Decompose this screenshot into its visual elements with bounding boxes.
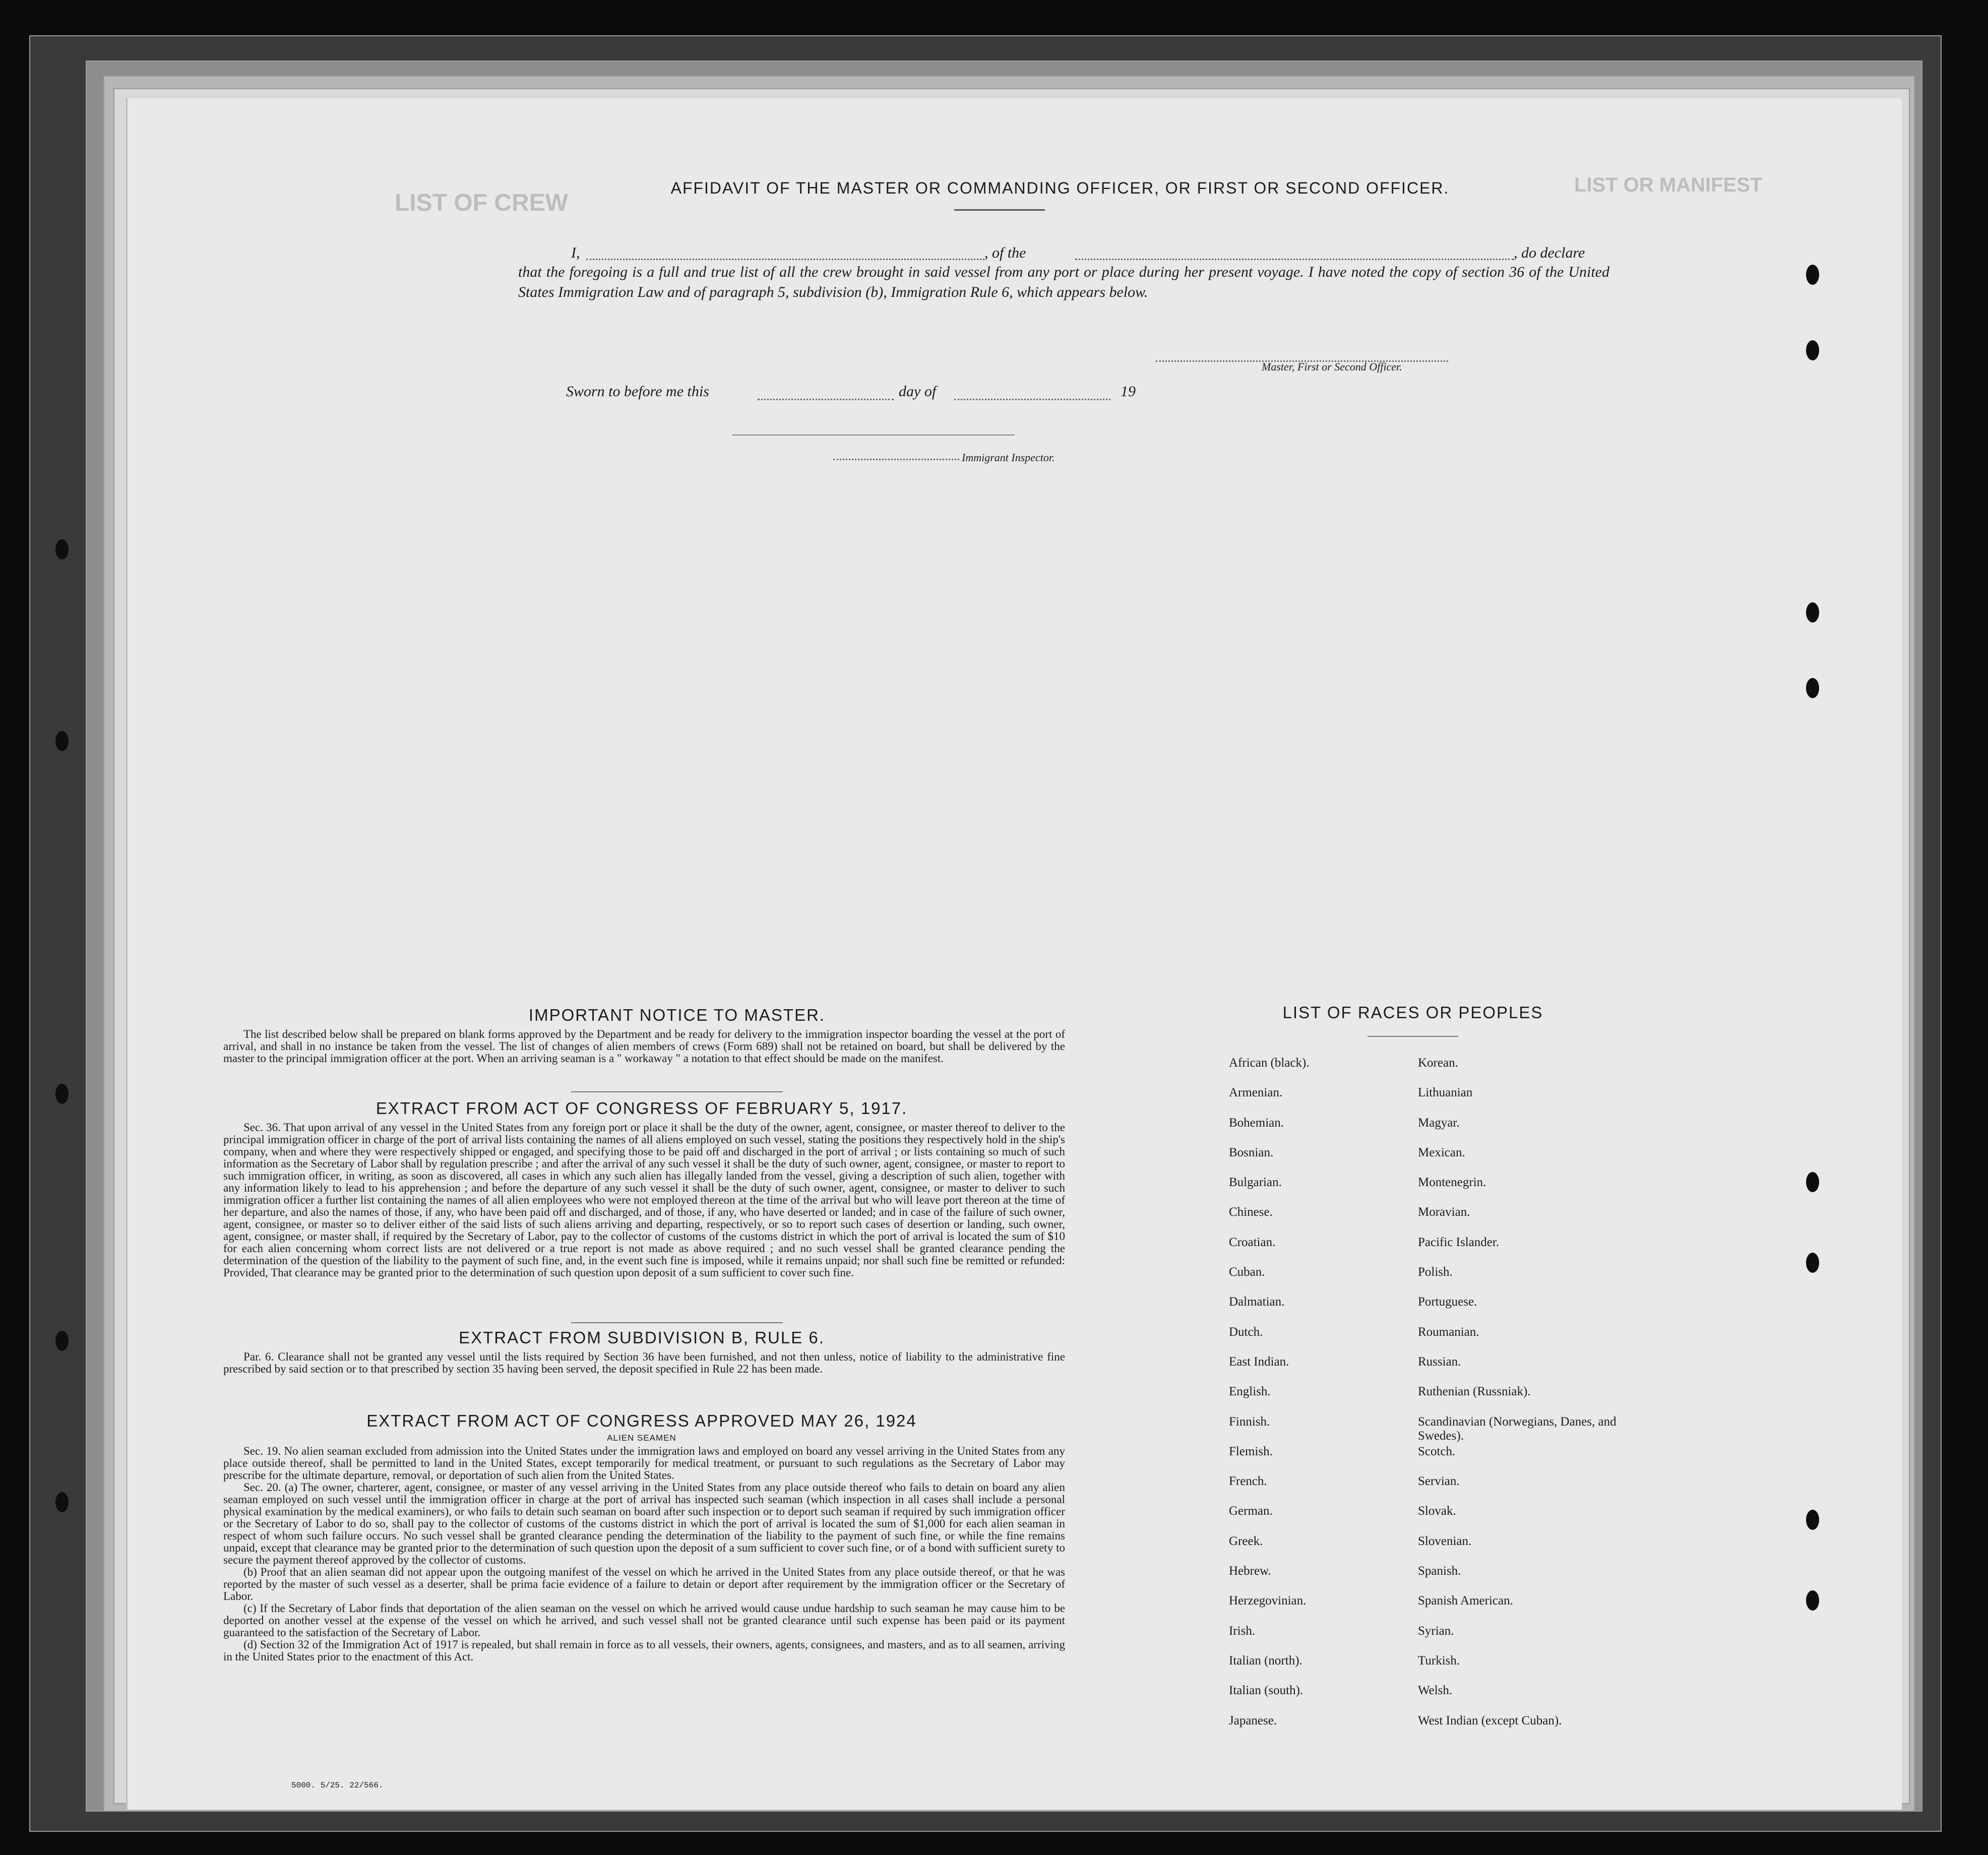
race-item: Scandinavian (Norwegians, Danes, and Swedes). bbox=[1418, 1414, 1617, 1443]
extract-1924-paragraph: Sec. 19. No alien seaman excluded from admission into the United States under the immigration laws and employed on board any vessel arriving in the United States from any place outside thereof, shall be permitted to land in the United States, except temporarily for medical treatment, or pursuant to such regulations as the Secretary of Labor may prescribe for the ultimate departure, removal, or deportation of such alien from the United States. bbox=[223, 1445, 1065, 1481]
notice-title: IMPORTANT NOTICE TO MASTER. bbox=[528, 1006, 826, 1024]
race-item: Italian (south). bbox=[1229, 1684, 1303, 1698]
races-column-1 bbox=[1229, 1056, 1410, 1744]
sworn-month-blank bbox=[954, 399, 1110, 400]
race-item: Slovak. bbox=[1418, 1504, 1456, 1518]
day-of-label: day of bbox=[899, 383, 937, 400]
punch-hole bbox=[55, 731, 69, 751]
inspector-label: Immigrant Inspector. bbox=[962, 451, 1055, 464]
vessel-blank bbox=[1075, 259, 1514, 260]
race-item: Spanish American. bbox=[1418, 1594, 1513, 1608]
affidavit-do-declare: , do declare bbox=[1514, 244, 1585, 261]
race-item: Polish. bbox=[1418, 1265, 1453, 1279]
affidavit-title: AFFIDAVIT OF THE MASTER OR COMMANDING OFFICER, OR FIRST OR SECOND OFFICER. bbox=[670, 179, 1450, 197]
race-item: Pacific Islander. bbox=[1418, 1235, 1500, 1249]
subdivision-body: Par. 6. Clearance shall not be granted any vessel until the lists required by Section 36 have been furnished, and not then unless, notice of liability to the administrative fine prescribed by said section or to that prescribed by section 35 having been served, the deposit specified in Rule 22 has been made. bbox=[223, 1350, 1065, 1375]
race-item: French. bbox=[1229, 1474, 1267, 1489]
punch-hole bbox=[1806, 265, 1819, 285]
punch-hole bbox=[55, 1492, 69, 1512]
notice-body: The list described below shall be prepared on blank forms approved by the Department and be ready for delivery to the immigration inspector boarding the vessel at the port of arrival, and shall in no instance be taken from the vessel. The list of changes of alien members of crews (Form 689) shall not be retained on board, but shall be delivered by the master to the principal immigration officer at the port. When an arriving seaman is a " workaway " a notation to that effect should be made on the manifest. bbox=[223, 1028, 1065, 1065]
race-item: Moravian. bbox=[1418, 1205, 1470, 1219]
race-item: Bohemian. bbox=[1229, 1116, 1284, 1130]
punch-hole bbox=[1806, 1590, 1819, 1611]
race-item: Dalmatian. bbox=[1229, 1295, 1285, 1309]
races-title: LIST OF RACES OR PEOPLES bbox=[1282, 1003, 1543, 1022]
race-item: Montenegrin. bbox=[1418, 1176, 1486, 1190]
race-item: Scotch. bbox=[1418, 1444, 1456, 1458]
punch-hole bbox=[1806, 678, 1819, 698]
race-item: Bulgarian. bbox=[1229, 1176, 1282, 1190]
race-item: Irish. bbox=[1229, 1624, 1256, 1638]
subdivision-title: EXTRACT FROM SUBDIVISION B, RULE 6. bbox=[459, 1328, 825, 1347]
year-label: 19 bbox=[1121, 383, 1136, 400]
race-item: Greek. bbox=[1229, 1534, 1263, 1548]
race-item: Mexican. bbox=[1418, 1145, 1465, 1159]
extract-1924-body bbox=[223, 1445, 1065, 1663]
races-column-2 bbox=[1418, 1056, 1635, 1744]
race-item: Spanish. bbox=[1418, 1564, 1461, 1578]
extract-1924-paragraph: Sec. 20. (a) The owner, charterer, agent, consignee, or master of any vessel arriving in the United States from any place outside thereof who fails to detain on board any alien seaman employed on such vessel until the immigration officer in charge at the port of arrival has inspected such seaman (which inspection in all cases shall include a personal physical examination by the medical examiners), or who fails to detain such seaman on board after such inspection or to deport such seaman if required by such immigration officer or the Secretary of Labor to do so, shall pay to the collector of customs of the customs district in which the port of arrival is located the sum of $1,000 for each alien seaman in respect of whom such failure occurs. No such vessel shall be granted clearance pending the determination of the liability to the payment of such fine, or while the fine remains unpaid, except that clearance may be granted prior to the determination of such question upon the deposit of a sum sufficient to cover such fine, or of a bond with sufficient surety to secure the payment thereof approved by the collector of customs. bbox=[223, 1481, 1065, 1566]
name-blank bbox=[586, 259, 984, 260]
race-item: Russian. bbox=[1418, 1354, 1461, 1369]
title-rule bbox=[954, 209, 1045, 211]
race-item: Finnish. bbox=[1229, 1414, 1270, 1429]
race-item: Cuban. bbox=[1229, 1265, 1265, 1279]
section-rule bbox=[571, 1322, 783, 1323]
extract-1917-title: EXTRACT FROM ACT OF CONGRESS OF FEBRUARY 5, 1917. bbox=[376, 1099, 908, 1118]
extract-1924-subtitle: ALIEN SEAMEN bbox=[607, 1433, 676, 1443]
extract-1924-paragraph: (d) Section 32 of the Immigration Act of 1917 is repealed, but shall remain in force as to all vessels, their owners, agents, consignees, and masters, and as to all seamen, arriving in the United States prior to the enactment of this Act. bbox=[223, 1638, 1065, 1663]
inspector-signature-line bbox=[833, 459, 959, 460]
bleed-through-text: LIST OF CREW bbox=[395, 190, 568, 216]
document-sheet bbox=[126, 98, 1902, 1810]
affidavit-i-label: I, bbox=[571, 244, 580, 261]
punch-hole bbox=[55, 539, 69, 560]
race-item: Flemish. bbox=[1229, 1444, 1273, 1458]
race-item: Slovenian. bbox=[1418, 1534, 1472, 1548]
sworn-day-blank bbox=[758, 399, 894, 400]
race-item: English. bbox=[1229, 1385, 1271, 1399]
race-item: Welsh. bbox=[1418, 1684, 1453, 1698]
race-item: Magyar. bbox=[1418, 1116, 1460, 1130]
race-item: African (black). bbox=[1229, 1056, 1310, 1070]
extract-1924-paragraph: (b) Proof that an alien seaman did not appear upon the outgoing manifest of the vessel on which he arrived in the United States from any place outside thereof, or that he was reported by the master of such vessel as a deserter, shall be prima facie evidence of a failure to detain or deport after requirement by the immigration officer or the Secretary of Labor. bbox=[223, 1566, 1065, 1602]
race-item: Hebrew. bbox=[1229, 1564, 1271, 1578]
race-item: Italian (north). bbox=[1229, 1653, 1302, 1667]
race-item: West Indian (except Cuban). bbox=[1418, 1713, 1562, 1727]
race-item: German. bbox=[1229, 1504, 1273, 1518]
affidavit-of-the: , of the bbox=[984, 244, 1026, 261]
punch-hole bbox=[55, 1084, 69, 1104]
race-item: Ruthenian (Russniak). bbox=[1418, 1385, 1531, 1399]
section-rule bbox=[571, 1091, 783, 1092]
race-item: Chinese. bbox=[1229, 1205, 1273, 1219]
race-item: Lithuanian bbox=[1418, 1086, 1473, 1100]
race-item: Korean. bbox=[1418, 1056, 1458, 1070]
punch-hole bbox=[1806, 1172, 1819, 1192]
races-rule bbox=[1368, 1036, 1458, 1037]
form-code: 5000. 5/25. 22/566. bbox=[291, 1781, 384, 1790]
race-item: Roumanian. bbox=[1418, 1325, 1479, 1339]
affidavit-body: that the foregoing is a full and true list of all the crew brought in said vessel from any port or place during her present voyage. I have noted the copy of section 36 of the United States Immigration Law and of paragraph 5, subdivision (b), Immigration Rule 6, which appears below. bbox=[518, 264, 1609, 300]
extract-1917-body: Sec. 36. That upon arrival of any vessel in the United States from any foreign port or place it shall be the duty of the owner, agent, consignee, or master thereof to deliver to the principal immigration officer in charge of the port of arrival lists containing the names of all aliens employed on such vessel, stating the positions they respectively hold in the ship's company, when and where they were respectively shipped or engaged, and specifying those to be paid off and discharged in the port of arrival ; or lists containing so much of such information as the Secretary of Labor shall by regulation prescribe ; and after the arrival of any such vessel it shall be the duty of such owner, agent, consignee, or master to report to such immigration officer, in writing, as soon as discovered, all cases in which any such alien has illegally landed from the vessel, giving a description of such alien, together with any information likely to lead to his apprehension ; and before the departure of any such vessel it shall be the duty of such owner, agent, consignee, or master to deliver to such immigration officer a further list containing the names of all alien employees who were not employed thereon at the time of the arrival but who will leave port thereon at the time of her departure, and also the names of those, if any, who have been paid off and discharged, and of those, if any, who have deserted or landed; and in case of the failure of such owner, agent, consignee, or master so to deliver either of the said lists of such aliens arriving and departing, respectively, or so to report such cases of desertion or landing, such owner, agent, consignee, or master shall, if required by the Secretary of Labor, pay to the collector of customs of the customs district in which the port of arrival is located the sum of $10 for each alien concerning whom correct lists are not delivered or a true report is not made as above required ; and no such vessel shall be granted clearance pending the determination of the question of the liability to the payment of such fine, and, in the event such fine is imposed, while it remains unpaid; nor shall such fine be remitted or refunded: Provided, That clearance may be granted prior to the determination of such question upon deposit of a sum sufficient to cover such fine. bbox=[223, 1121, 1065, 1279]
extract-1924-paragraph: (c) If the Secretary of Labor finds that deportation of the alien seaman on the vessel on which he arrived would cause undue hardship to such seaman he may cause him to be deported on another vessel at the expense of the vessel on which he arrived, and such vessel shall not be granted clearance until such expense has been paid or its payment guaranteed to the satisfaction of the Secretary of Labor. bbox=[223, 1602, 1065, 1639]
race-item: Portuguese. bbox=[1418, 1295, 1477, 1309]
punch-hole bbox=[1806, 1253, 1819, 1273]
bleed-through-text: LIST OR MANIFEST bbox=[1574, 174, 1763, 196]
race-item: Herzegovinian. bbox=[1229, 1594, 1307, 1608]
race-item: Croatian. bbox=[1229, 1235, 1276, 1249]
race-item: Japanese. bbox=[1229, 1713, 1277, 1727]
race-item: Turkish. bbox=[1418, 1653, 1460, 1667]
race-item: Bosnian. bbox=[1229, 1145, 1274, 1159]
race-item: Dutch. bbox=[1229, 1325, 1263, 1339]
master-signature-label: Master, First or Second Officer. bbox=[1262, 360, 1402, 373]
punch-hole bbox=[1806, 1510, 1819, 1530]
punch-hole bbox=[1806, 602, 1819, 623]
punch-hole bbox=[55, 1331, 69, 1351]
race-item: East Indian. bbox=[1229, 1354, 1289, 1369]
extract-1924-title: EXTRACT FROM ACT OF CONGRESS APPROVED MAY 26, 1924 bbox=[366, 1411, 917, 1430]
race-item: Servian. bbox=[1418, 1474, 1460, 1489]
inspector-rule bbox=[732, 435, 1015, 436]
race-item: Syrian. bbox=[1418, 1624, 1454, 1638]
race-item: Armenian. bbox=[1229, 1086, 1283, 1100]
sworn-label: Sworn to before me this bbox=[566, 383, 709, 400]
punch-hole bbox=[1806, 340, 1819, 360]
